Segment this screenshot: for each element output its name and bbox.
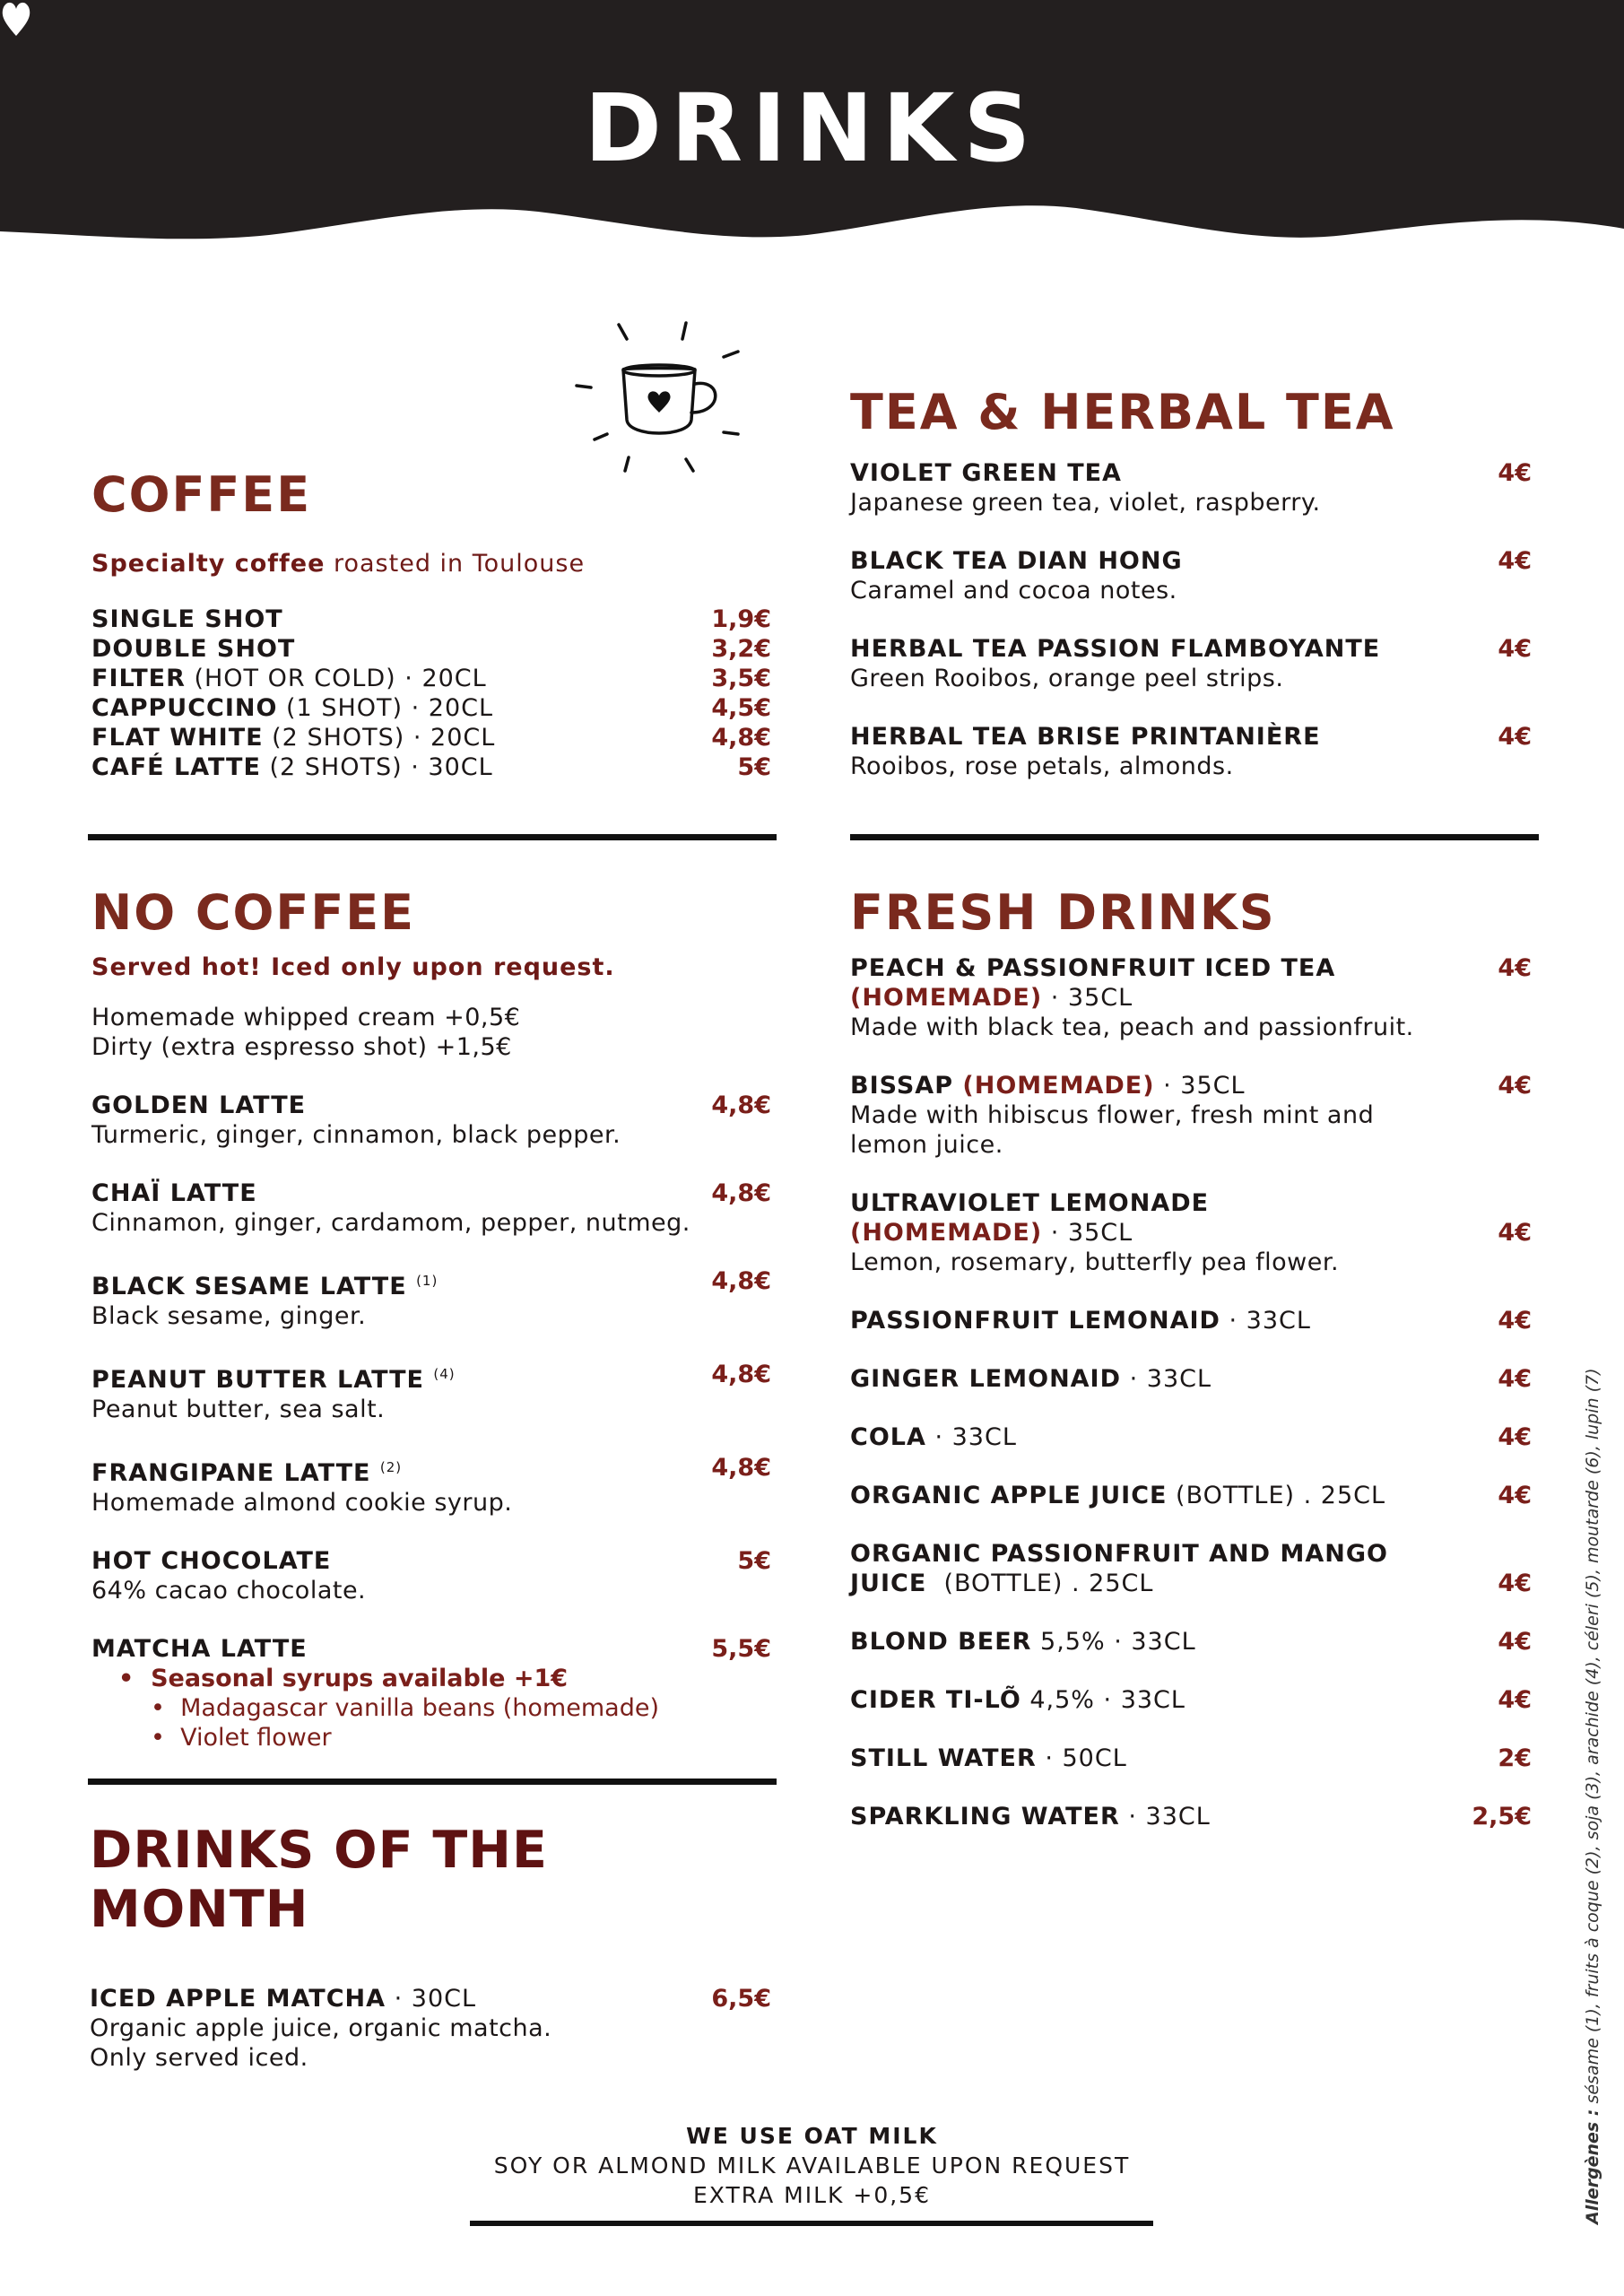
- menu-item: FRANGIPANE LATTE $^{(2)}$ 4,8€ Homemade almond cookie syrup.: [91, 1454, 771, 1517]
- price: 4,8€: [711, 724, 771, 752]
- price: 4€: [1498, 459, 1532, 487]
- section-title-coffee: COFFEE: [91, 466, 312, 523]
- menu-item: PEACH & PASSIONFRUIT ICED TEA 4€ (HOMEMADE) · 35CL Made with black tea, peach and passionfruit.: [850, 954, 1532, 1041]
- price: 3,5€: [711, 665, 771, 692]
- menu-item: ORGANIC PASSIONFRUIT AND MANGO JUICE (BOTTLE) . 25CL 4€: [850, 1540, 1532, 1597]
- syrups-heading: • Seasonal syrups available +1€: [118, 1665, 569, 1692]
- price: 4,8€: [711, 1179, 771, 1207]
- price: 4€: [1498, 1686, 1532, 1714]
- section-title-fresh: FRESH DRINKS: [850, 884, 1276, 941]
- menu-item: ICED APPLE MATCHA · 30CL 6,5€ Organic apple juice, organic matcha. Only served iced.: [90, 1985, 771, 2072]
- price: 4€: [1498, 1072, 1532, 1100]
- price: 5€: [737, 1547, 771, 1575]
- coffee-cup-icon: [569, 314, 758, 484]
- no-coffee-subtitle: Served hot! Iced only upon request.: [91, 953, 615, 981]
- item-description: Caramel and cocoa notes.: [850, 577, 1177, 604]
- item-description: Cinnamon, ginger, cardamom, pepper, nutmeg.: [91, 1209, 690, 1237]
- menu-item: CAFÉ LATTE (2 SHOTS) · 30CL 5€: [91, 753, 771, 781]
- no-coffee-section: [91, 884, 771, 1752]
- item-description: Peanut butter, sea salt.: [91, 1396, 386, 1423]
- menu-item: CHAÏ LATTE 4,8€ Cinnamon, ginger, cardamom, pepper, nutmeg.: [91, 1179, 771, 1237]
- price: 4,8€: [711, 1091, 771, 1119]
- price: 2,5€: [1472, 1803, 1532, 1831]
- section-divider: [850, 834, 1539, 840]
- section-divider: [88, 1779, 777, 1785]
- item-description: Green Rooibos, orange peel strips.: [850, 665, 1284, 692]
- page-title: DRINKS: [584, 74, 1040, 183]
- footer-line: SOY OR ALMOND MILK AVAILABLE UPON REQUEST: [493, 2152, 1131, 2179]
- item-description: 64% cacao chocolate.: [91, 1577, 367, 1605]
- item-description: Turmeric, ginger, cinnamon, black pepper.: [91, 1121, 621, 1149]
- price: 4,5€: [711, 694, 771, 722]
- price: 4€: [1498, 635, 1532, 663]
- tea-section: [850, 384, 1532, 781]
- price: 5,5€: [711, 1635, 771, 1663]
- price: 2€: [1498, 1744, 1532, 1772]
- menu-item: CIDER TI-LÕ 4,5% · 33CL 4€: [850, 1686, 1532, 1714]
- menu-item: COLA · 33CL 4€: [850, 1423, 1532, 1451]
- menu-item: ULTRAVIOLET LEMONADE (HOMEMADE) · 35CL 4€ Lemon, rosemary, butterfly pea flower.: [850, 1189, 1532, 1276]
- menu-item: ORGANIC APPLE JUICE (BOTTLE) . 25CL 4€: [850, 1482, 1532, 1509]
- price: 4€: [1498, 954, 1532, 982]
- header-banner: [0, 0, 1624, 260]
- menu-item: BLACK TEA DIAN HONG 4€ Caramel and cocoa notes.: [850, 547, 1532, 604]
- item-description: lemon juice.: [850, 1131, 1003, 1159]
- price: 4€: [1498, 723, 1532, 751]
- allergen-ref: (4): [433, 1366, 456, 1382]
- item-description: Organic apple juice, organic matcha.: [90, 2014, 552, 2042]
- menu-item: BLOND BEER 5,5% · 33CL 4€: [850, 1628, 1532, 1656]
- item-description: Black sesame, ginger.: [91, 1302, 367, 1330]
- allergen-ref: (1): [416, 1273, 439, 1289]
- price: 5€: [737, 753, 771, 781]
- price: 6,5€: [711, 1985, 771, 2013]
- drinks-of-the-month-section: [90, 1821, 771, 2073]
- price: 4€: [1498, 1570, 1532, 1597]
- coffee-subtitle: Specialty coffee roasted in Toulouse: [91, 550, 586, 578]
- item-description: Rooibos, rose petals, almonds.: [850, 752, 1234, 780]
- item-description: Made with black tea, peach and passionfruit.: [850, 1013, 1414, 1041]
- item-description: Lemon, rosemary, butterfly pea flower.: [850, 1248, 1340, 1276]
- price: 4€: [1498, 547, 1532, 575]
- section-title-month: DRINKS OF THE MONTH: [90, 1821, 548, 1939]
- menu-item: DOUBLE SHOT 3,2€: [91, 635, 771, 663]
- coffee-section: [91, 466, 771, 782]
- milk-footer: [0, 2121, 1624, 2210]
- item-description: Japanese green tea, violet, raspberry.: [850, 489, 1321, 517]
- allergen-note: Allergènes : sésame (1), fruits à coque (2), soja (3), arachide (4), céleri (5), moutarde (6), lupin (7): [1583, 1368, 1602, 2224]
- heart-icon: [0, 0, 32, 39]
- extra-option: Homemade whipped cream +0,5€: [91, 1004, 521, 1031]
- menu-item: GOLDEN LATTE 4,8€ Turmeric, ginger, cinnamon, black pepper.: [91, 1091, 771, 1149]
- price: 4,8€: [711, 1361, 771, 1388]
- menu-item: BLACK SESAME LATTE $^{(1)}$ 4,8€ Black sesame, ginger.: [91, 1267, 771, 1330]
- price: 4€: [1498, 1219, 1532, 1247]
- menu-item: PASSIONFRUIT LEMONAID · 33CL 4€: [850, 1307, 1532, 1335]
- menu-item: FLAT WHITE (2 SHOTS) · 20CL 4,8€: [91, 724, 771, 752]
- menu-item: PEANUT BUTTER LATTE $^{(4)}$ 4,8€ Peanut butter, sea salt.: [91, 1361, 771, 1423]
- menu-item: FILTER (HOT OR COLD) · 20CL 3,5€: [91, 665, 771, 692]
- price: 4€: [1498, 1423, 1532, 1451]
- menu-item: STILL WATER · 50CL 2€: [850, 1744, 1532, 1772]
- section-divider: [88, 834, 777, 840]
- footer-line: WE USE OAT MILK: [686, 2123, 938, 2149]
- menu-item: SPARKLING WATER · 33CL 2,5€: [850, 1803, 1532, 1831]
- price: 1,9€: [711, 605, 771, 633]
- section-title-no-coffee: NO COFFEE: [91, 884, 415, 941]
- syrup-option: • Violet flower: [151, 1724, 332, 1752]
- menu-item: HOT CHOCOLATE 5€ 64% cacao chocolate.: [91, 1547, 771, 1605]
- menu-item: HERBAL TEA BRISE PRINTANIÈRE 4€ Rooibos, rose petals, almonds.: [850, 723, 1532, 780]
- fresh-drinks-section: [850, 884, 1532, 1831]
- item-description: Homemade almond cookie syrup.: [91, 1489, 513, 1517]
- menu-item: SINGLE SHOT 1,9€: [91, 605, 771, 633]
- price: 3,2€: [711, 635, 771, 663]
- menu-item: MATCHA LATTE 5,5€ • Seasonal syrups available +1€ • Madagascar vanilla beans (homemade) • Violet flower: [91, 1635, 771, 1752]
- menu-item: GINGER LEMONAID · 33CL 4€: [850, 1365, 1532, 1393]
- menu-item: HERBAL TEA PASSION FLAMBOYANTE 4€ Green Rooibos, orange peel strips.: [850, 635, 1532, 692]
- extra-option: Dirty (extra espresso shot) +1,5€: [91, 1033, 512, 1061]
- price: 4€: [1498, 1482, 1532, 1509]
- item-description: Only served iced.: [90, 2044, 308, 2072]
- footer-divider: [470, 2221, 1153, 2226]
- allergen-ref: (2): [379, 1459, 403, 1475]
- menu-item: CAPPUCCINO (1 SHOT) · 20CL 4,5€: [91, 694, 771, 722]
- menu-item: BISSAP (HOMEMADE) · 35CL 4€ Made with hibiscus flower, fresh mint and lemon juice.: [850, 1072, 1532, 1159]
- item-description: Made with hibiscus flower, fresh mint and: [850, 1101, 1375, 1129]
- section-title-tea: TEA & HERBAL TEA: [850, 384, 1395, 440]
- footer-line: EXTRA MILK +0,5€: [693, 2182, 931, 2208]
- price: 4,8€: [711, 1454, 771, 1482]
- price: 4€: [1498, 1628, 1532, 1656]
- price: 4€: [1498, 1307, 1532, 1335]
- menu-item: VIOLET GREEN TEA 4€ Japanese green tea, violet, raspberry.: [850, 459, 1532, 517]
- price: 4,8€: [711, 1267, 771, 1295]
- price: 4€: [1498, 1365, 1532, 1393]
- syrup-option: • Madagascar vanilla beans (homemade): [151, 1694, 659, 1722]
